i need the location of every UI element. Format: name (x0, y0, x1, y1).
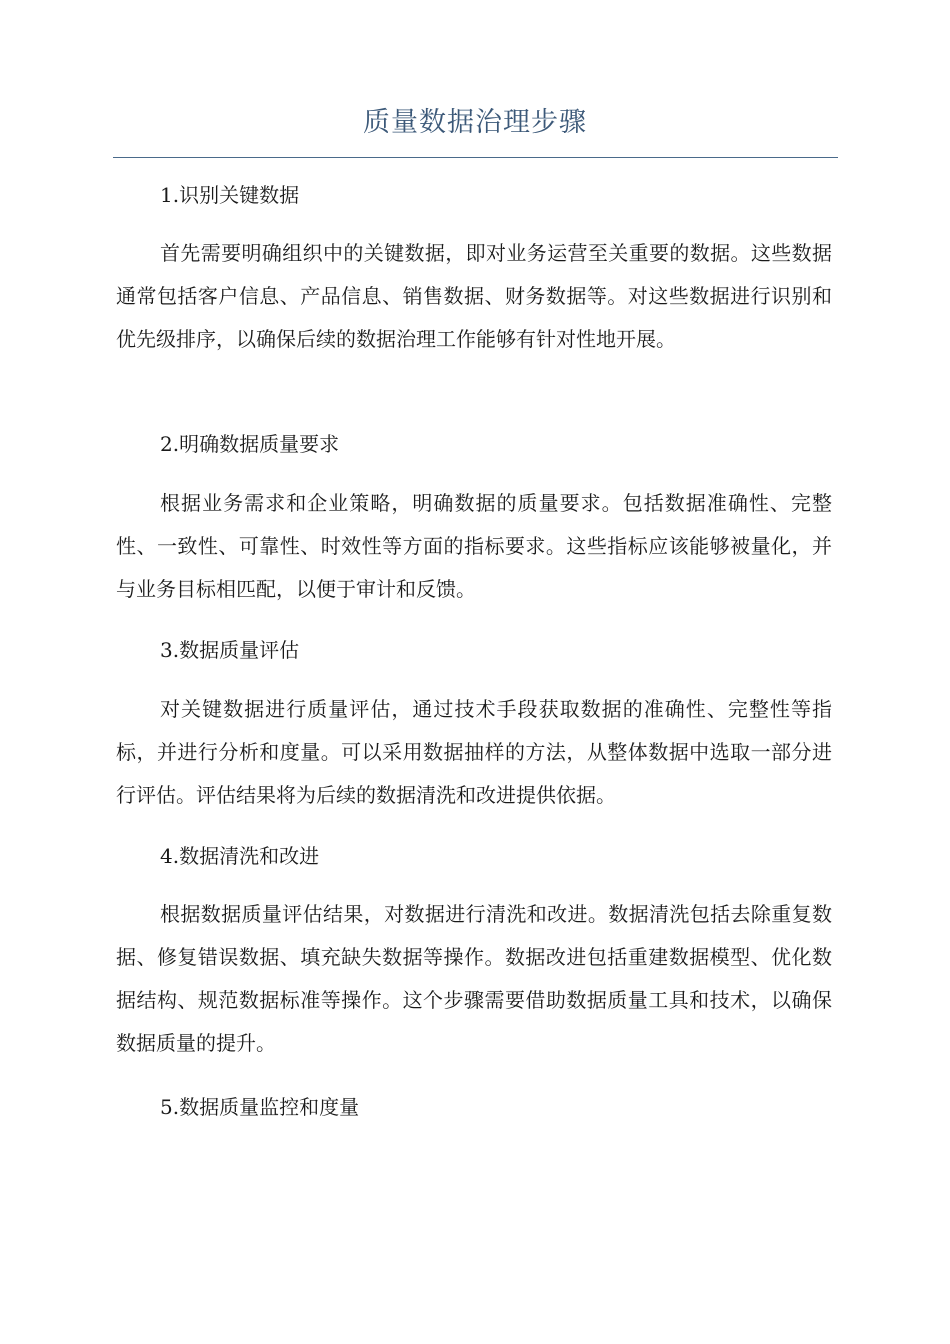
section-1-body-block (116, 232, 832, 361)
section-heading: 4.数据清洗和改进 (160, 844, 320, 868)
section-1-heading-block (116, 181, 832, 209)
section-paragraph: 首先需要明确组织中的关键数据，即对业务运营至关重要的数据。这些数据通常包括客户信息、产品信息、销售数据、财务数据等。对这些数据进行识别和优先级排序，以确保后续的数据治理工作能够有针对性地开展。 (116, 241, 832, 351)
section-heading: 5.数据质量监控和度量 (160, 1095, 360, 1119)
section-heading: 1.识别关键数据 (160, 183, 300, 207)
section-heading: 2.明确数据质量要求 (160, 432, 340, 456)
section-5-heading-block (116, 1093, 832, 1121)
title-divider (113, 157, 838, 158)
document-title: 质量数据治理步骤 (363, 107, 587, 138)
section-3-body-block (116, 688, 832, 817)
section-paragraph: 对关键数据进行质量评估，通过技术手段获取数据的准确性、完整性等指标，并进行分析和度量。可以采用数据抽样的方法，从整体数据中选取一部分进行评估。评估结果将为后续的数据清洗和改进提供依据。 (116, 697, 832, 807)
section-heading: 3.数据质量评估 (160, 638, 300, 662)
section-paragraph: 根据业务需求和企业策略，明确数据的质量要求。包括数据准确性、完整性、一致性、可靠性、时效性等方面的指标要求。这些指标应该能够被量化，并与业务目标相匹配，以便于审计和反馈。 (116, 491, 832, 601)
section-2-heading-block (116, 430, 832, 458)
section-3-heading-block (116, 636, 832, 664)
section-2-body-block (116, 482, 832, 611)
section-4-heading-block (116, 842, 832, 870)
section-paragraph: 根据数据质量评估结果，对数据进行清洗和改进。数据清洗包括去除重复数据、修复错误数据、填充缺失数据等操作。数据改进包括重建数据模型、优化数据结构、规范数据标准等操作。这个步骤需要借助数据质量工具和技术，以确保数据质量的提升。 (116, 902, 832, 1055)
section-4-body-block (116, 893, 832, 1065)
